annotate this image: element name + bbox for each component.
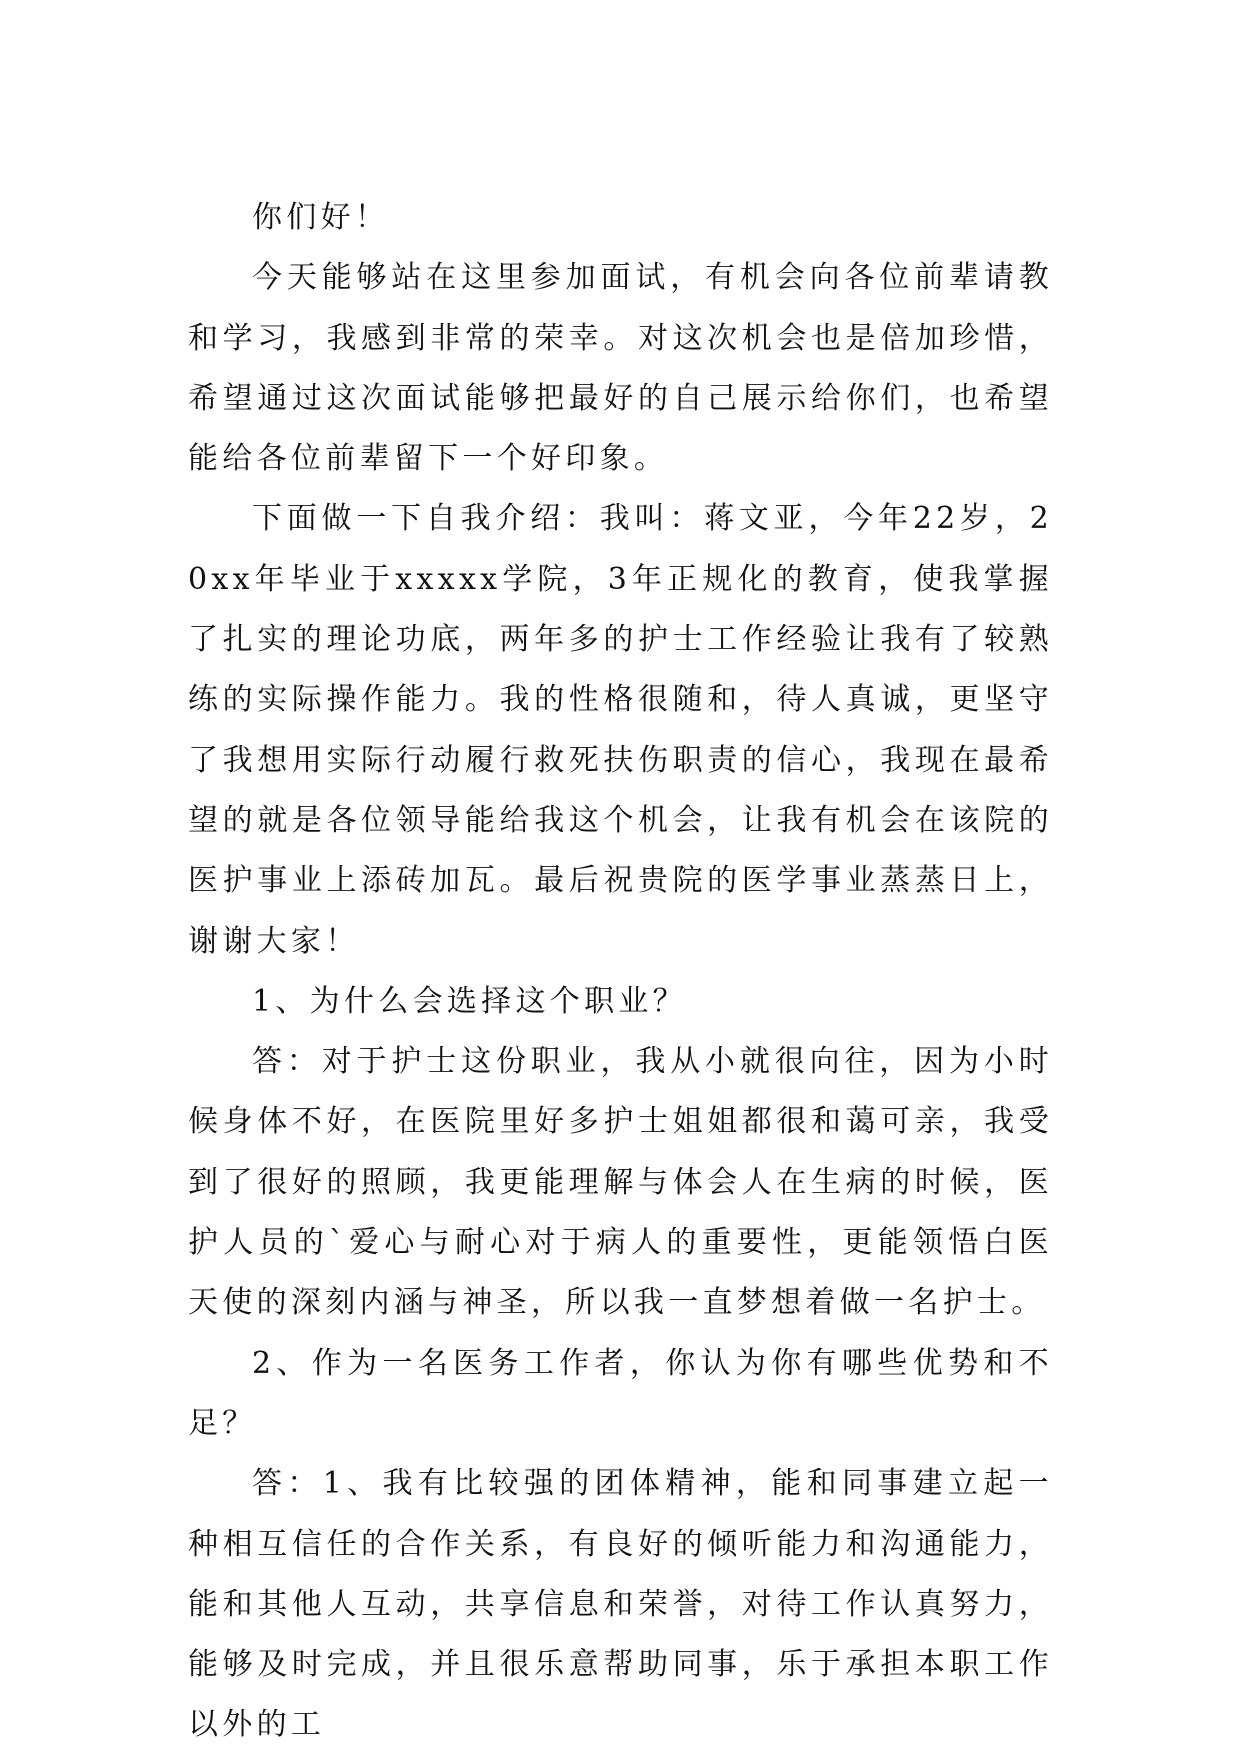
question-1: 1、为什么会选择这个职业？ xyxy=(252,983,687,1019)
greeting-paragraph: 你们好！ xyxy=(252,200,390,235)
answer-1: 答：对于护士这份职业，我从小就很向往，因为小时候身体不好，在医院里好多护士姐姐都很和蔼可亲，我受到了很好的照顾，我更能理解与体会人在生病的时候，医护人员的`爱心与耐心对于病人的重要性，更能领悟白医天使的深刻内涵与神圣，所以我一直梦想着做一名护士。 xyxy=(188,1044,1053,1321)
answer-2: 答：1、我有比较强的团体精神，能和同事建立起一种相互信任的合作关系，有良好的倾听能力和沟通能力，能和其他人互动，共享信息和荣誉，对待工作认真努力，能够及时完成，并且很乐意帮助同事，乐于承担本职工作以外的工 xyxy=(188,1466,1053,1743)
question-2: 2、作为一名医务工作者，你认为你有哪些优势和不足？ xyxy=(188,1345,1053,1441)
self-introduction-paragraph: 下面做一下自我介绍：我叫：蒋文亚，今年22岁，20xx年毕业于xxxxx学院，3年正规化的教育，使我掌握了扎实的理论功底，两年多的护士工作经验让我有了较熟练的实际操作能力。我的性格很随和，待人真诚，更坚守了我想用实际行动履行救死扶伤职责的信心，我现在最希望的就是各位领导能给我这个机会，让我有机会在该院的医护事业上添砖加瓦。最后祝贵院的医学事业蒸蒸日上，谢谢大家！ xyxy=(188,501,1053,959)
opening-paragraph: 今天能够站在这里参加面试，有机会向各位前辈请教和学习，我感到非常的荣幸。对这次机会也是倍加珍惜，希望通过这次面试能够把最好的自己展示给你们，也希望能给各位前辈留下一个好印象。 xyxy=(188,260,1053,477)
document-body xyxy=(188,188,1053,1756)
